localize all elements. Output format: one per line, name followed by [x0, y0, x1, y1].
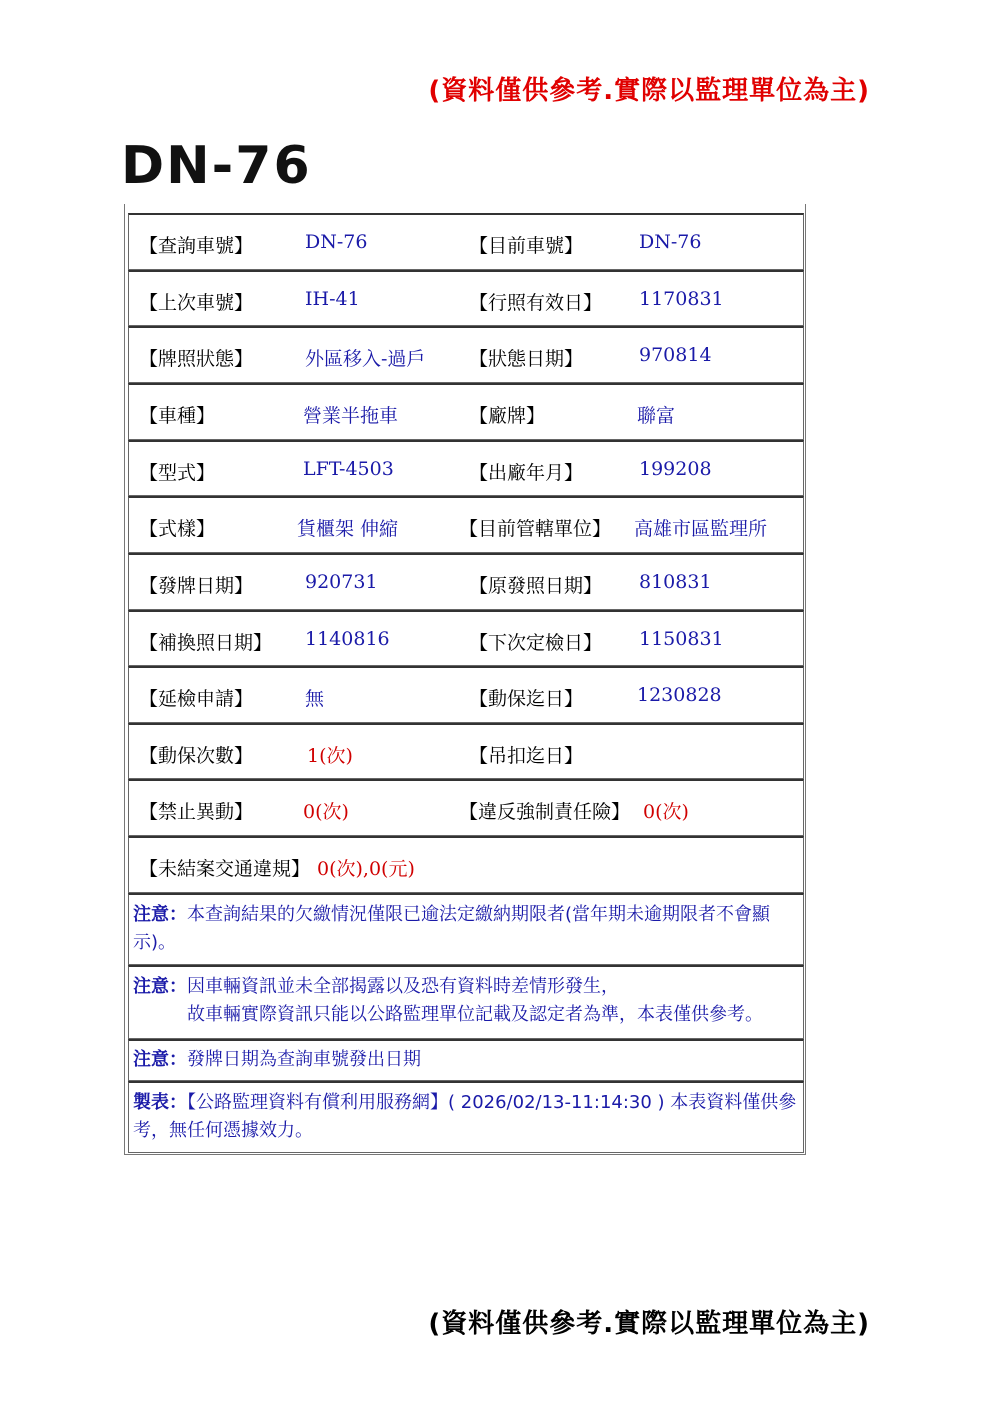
row-reissue-date [128, 610, 804, 666]
label-model: 【型式】 [139, 462, 216, 484]
row-previous-plate [128, 270, 804, 326]
value-insurance-until: 1230828 [637, 684, 722, 706]
value-violation-insurance: 0(次) [643, 801, 689, 823]
note-issue-date-text: 發牌日期為查詢車號發出日期 [187, 1049, 421, 1070]
value-query-plate: DN-76 [305, 231, 368, 253]
row-plate-status [128, 326, 804, 383]
row-model [128, 440, 804, 496]
label-next-inspection: 【下次定檢日】 [469, 632, 603, 654]
row-unsettled [128, 836, 804, 893]
note-overdue-text: 本查詢結果的欠繳情況僅限已逾法定繳納期限者(當年期未逾期限者不會顯示)。 [133, 904, 771, 953]
insurance-count-number: 1 [307, 745, 320, 767]
note-label: 注意： [133, 904, 187, 925]
note-label: 注意： [133, 1049, 187, 1070]
value-brand: 聯富 [637, 405, 676, 427]
label-status-date: 【狀態日期】 [469, 348, 584, 370]
value-unsettled: 0(次),0(元) [317, 858, 415, 880]
note-overdue [128, 893, 804, 965]
label-manufacture-date: 【出廠年月】 [469, 462, 584, 484]
row-prohibit [128, 779, 804, 836]
label-jurisdiction: 【目前管轄單位】 [459, 518, 612, 540]
made-label: 製表： [133, 1092, 187, 1113]
value-manufacture-date: 199208 [639, 458, 712, 480]
note-disclosure [128, 965, 804, 1039]
made-by [128, 1081, 804, 1153]
label-reissue-date: 【補換照日期】 [139, 632, 273, 654]
note-label: 注意： [133, 976, 187, 997]
value-previous-plate: IH-41 [305, 288, 360, 310]
value-vehicle-type: 營業半拖車 [303, 405, 399, 427]
label-insurance-count: 【動保次數】 [139, 745, 254, 767]
value-insurance-count [307, 741, 353, 768]
label-license-valid: 【行照有效日】 [469, 292, 603, 314]
row-deferral [128, 666, 804, 723]
label-current-plate: 【目前車號】 [469, 235, 584, 257]
value-issue-date: 920731 [305, 571, 378, 593]
label-insurance-until: 【動保迄日】 [469, 688, 584, 710]
value-jurisdiction: 高雄市區監理所 [634, 518, 768, 540]
value-deferral: 無 [305, 688, 325, 710]
plate-title: DN-76 [121, 136, 312, 196]
disclaimer-bottom: (資料僅供參考.實際以監理單位為主) [428, 1309, 870, 1339]
label-unsettled: 【未結案交通違規】 [139, 858, 311, 880]
value-next-inspection: 1150831 [639, 628, 724, 650]
value-current-plate: DN-76 [639, 231, 702, 253]
disclaimer-top: (資料僅供參考.實際以監理單位為主) [428, 76, 870, 106]
label-issue-date: 【發牌日期】 [139, 575, 254, 597]
value-status-date: 970814 [639, 344, 712, 366]
label-violation-insurance: 【違反強制責任險】 [459, 801, 631, 823]
value-original-license-date: 810831 [639, 571, 712, 593]
label-prohibit: 【禁止異動】 [139, 801, 254, 823]
row-issue-date [128, 553, 804, 610]
row-style [128, 496, 804, 553]
value-model: LFT-4503 [303, 458, 394, 480]
label-query-plate: 【查詢車號】 [139, 235, 254, 257]
value-license-valid: 1170831 [639, 288, 724, 310]
row-insurance-count [128, 723, 804, 779]
label-previous-plate: 【上次車號】 [139, 292, 254, 314]
label-suspend-until: 【吊扣迄日】 [469, 745, 584, 767]
row-query-plate [128, 213, 804, 270]
value-prohibit: 0(次) [303, 801, 349, 823]
insurance-count-unit: (次) [319, 745, 353, 767]
made-text: 【公路監理資料有償利用服務網】( 2026/02/13-11:14:30 ) 本表資料僅供參考，無任何憑據效力。 [133, 1092, 797, 1141]
value-reissue-date: 1140816 [305, 628, 390, 650]
label-brand: 【廠牌】 [469, 405, 546, 427]
note-issue-date [128, 1039, 804, 1081]
label-original-license-date: 【原發照日期】 [469, 575, 603, 597]
label-style: 【式樣】 [139, 518, 216, 540]
note-disclosure-line1: 因車輛資訊並未全部揭露以及恐有資料時差情形發生， [187, 976, 619, 997]
note-disclosure-line2: 故車輛實際資訊只能以公路監理單位記載及認定者為準，本表僅供參考。 [187, 1004, 763, 1025]
label-deferral: 【延檢申請】 [139, 688, 254, 710]
label-vehicle-type: 【車種】 [139, 405, 216, 427]
row-vehicle-type [128, 383, 804, 440]
value-plate-status: 外區移入-過戶 [305, 348, 426, 370]
label-plate-status: 【牌照狀態】 [139, 348, 254, 370]
value-style: 貨櫃架 伸縮 [297, 518, 399, 540]
